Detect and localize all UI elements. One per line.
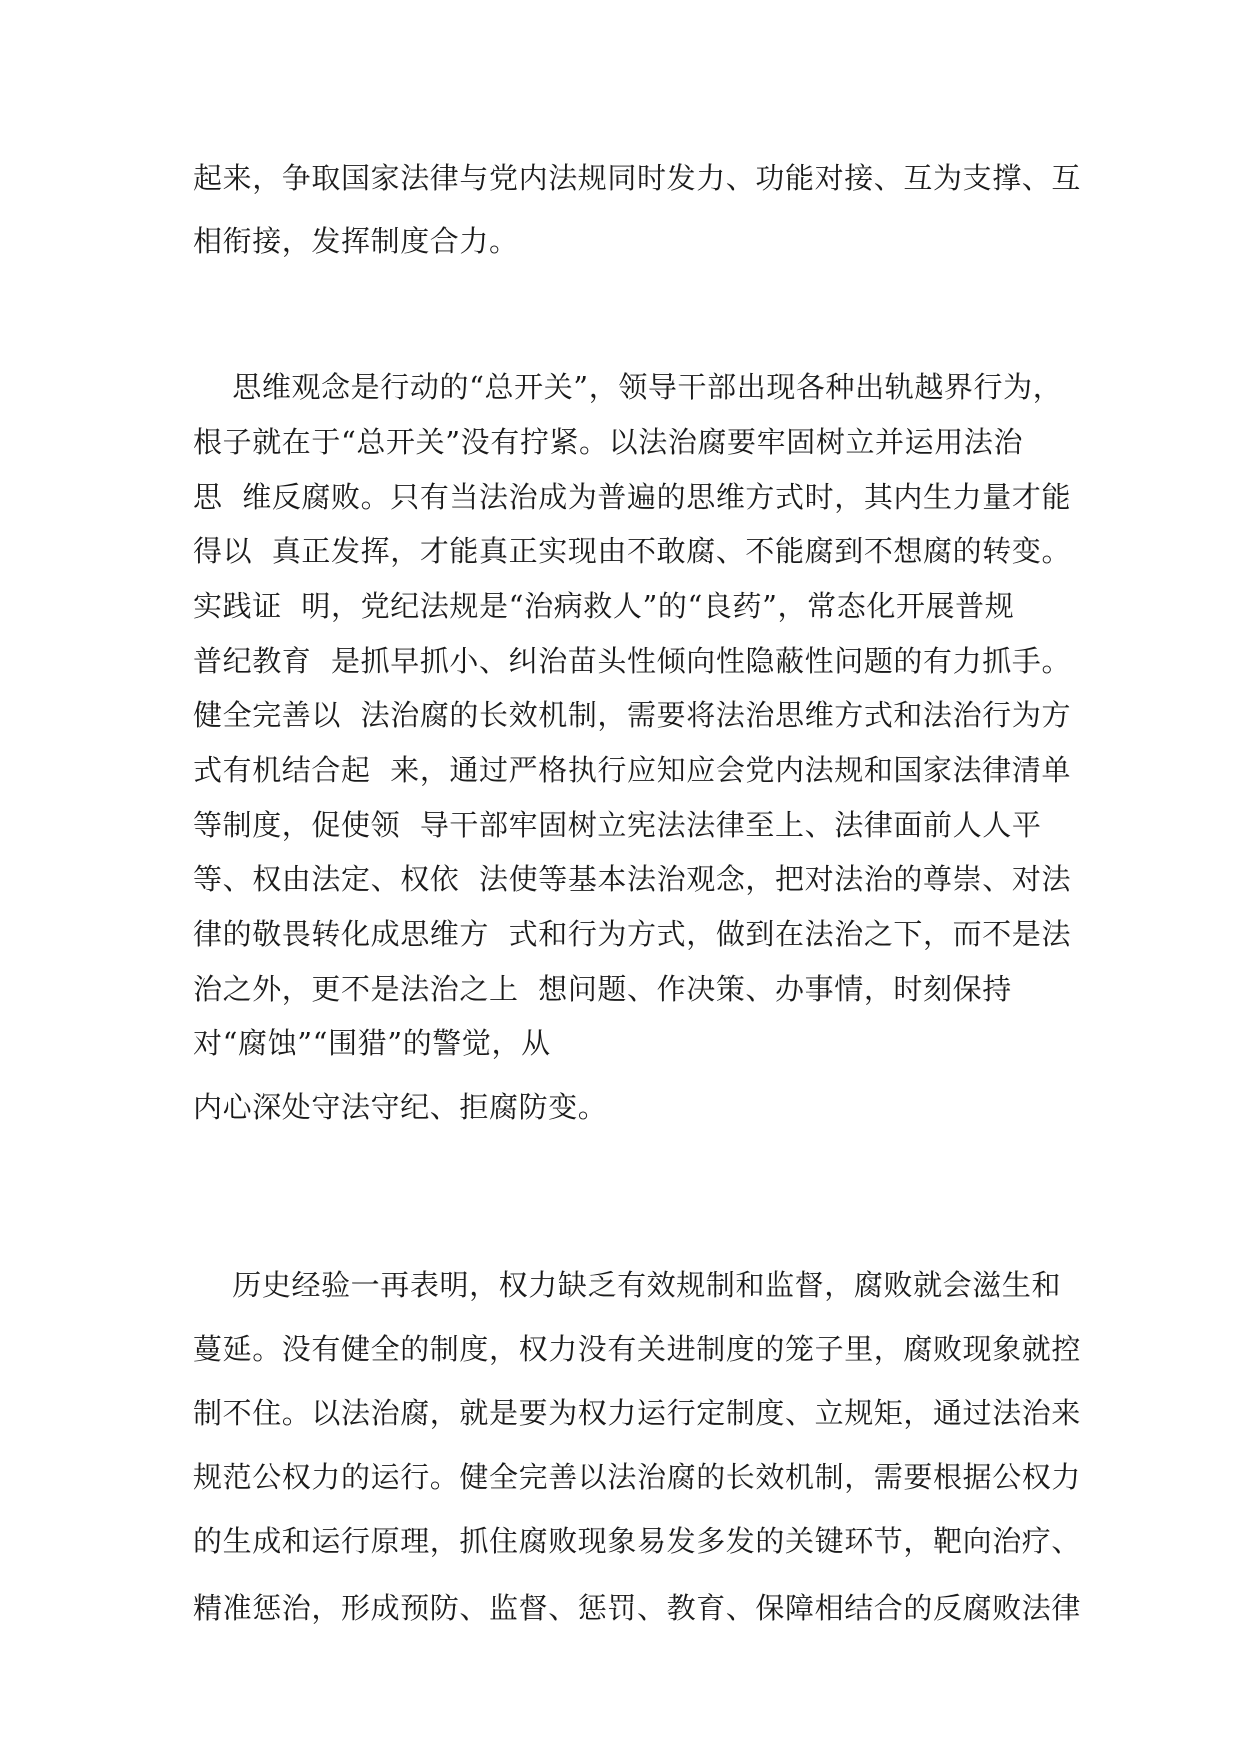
paragraph-3-line-3: 制不住。以法治腐，就是要为权力运行定制度、立规矩，通过法治来 xyxy=(193,1396,1082,1430)
paragraph-2-line-9: 等制度，促使领 导干部牢固树立宪法法律至上、法律面前人人平 xyxy=(193,808,1042,842)
paragraph-2-line-14: 内心深处守法守纪、拒腐防变。 xyxy=(193,1090,608,1124)
paragraph-3-line-4: 规范公权力的运行。健全完善以法治腐的长效机制，需要根据公权力 xyxy=(193,1460,1082,1494)
paragraph-2-line-7: 健全完善以 法治腐的长效机制，需要将法治思维方式和法治行为方 xyxy=(193,698,1072,732)
paragraph-2-line-10: 等、权由法定、权依 法使等基本法治观念，把对法治的尊崇、对法 xyxy=(193,862,1072,896)
paragraph-2-line-2: 根子就在于“总开关”没有拧紧。以法治腐要牢固树立并运用法治 xyxy=(193,425,1024,459)
paragraph-2-line-5: 实践证 明，党纪法规是“治病救人”的“良药”，常态化开展普规 xyxy=(193,589,1015,623)
paragraph-2-line-8: 式有机结合起 来，通过严格执行应知应会党内法规和国家法律清单 xyxy=(193,753,1072,787)
paragraph-3-line-1: 历史经验一再表明，权力缺乏有效规制和监督，腐败就会滋生和 xyxy=(193,1268,1062,1302)
paragraph-3-line-6: 精准惩治，形成预防、监督、惩罚、教育、保障相结合的反腐败法律 xyxy=(193,1591,1082,1625)
paragraph-1-line-1: 起来，争取国家法律与党内法规同时发力、功能对接、互为支撑、互 xyxy=(193,161,1082,195)
paragraph-1-line-2: 相衔接，发挥制度合力。 xyxy=(193,224,519,258)
paragraph-2-line-1: 思维观念是行动的“总开关”，领导干部出现各种出轨越界行为， xyxy=(193,370,1063,404)
paragraph-2-line-13: 对“腐蚀”“围猎”的警觉，从 xyxy=(193,1026,551,1060)
paragraph-2-line-11: 律的敬畏转化成思维方 式和行为方式，做到在法治之下，而不是法 xyxy=(193,917,1072,951)
paragraph-2-line-3: 思 维反腐败。只有当法治成为普遍的思维方式时，其内生力量才能 xyxy=(193,480,1072,514)
paragraph-2-line-6: 普纪教育 是抓早抓小、纠治苗头性倾向性隐蔽性问题的有力抓手。 xyxy=(193,644,1072,678)
paragraph-2-line-12: 治之外，更不是法治之上 想问题、作决策、办事情，时刻保持 xyxy=(193,972,1012,1006)
paragraph-3-line-5: 的生成和运行原理，抓住腐败现象易发多发的关键环节，靶向治疗、 xyxy=(193,1524,1082,1558)
paragraph-2-line-4: 得以 真正发挥，才能真正实现由不敢腐、不能腐到不想腐的转变。 xyxy=(193,534,1072,568)
paragraph-3-line-2: 蔓延。没有健全的制度，权力没有关进制度的笼子里，腐败现象就控 xyxy=(193,1332,1082,1366)
